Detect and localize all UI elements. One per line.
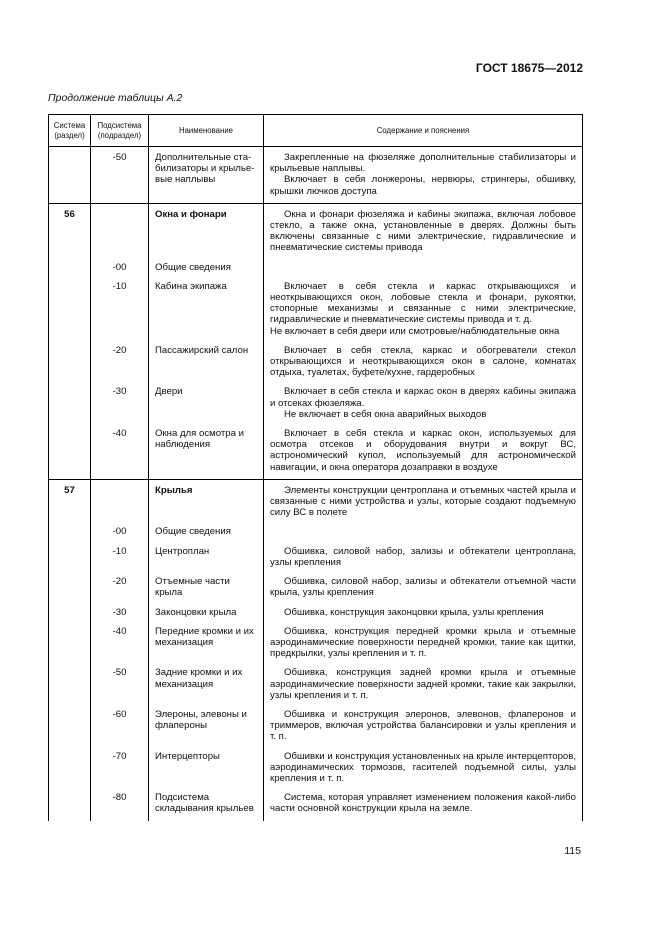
item-name: Задние кромки и их механизация: [149, 665, 264, 707]
item-description: [264, 147, 583, 204]
item-name: Подсистема складывания крыльев: [149, 790, 264, 820]
subsystem-code: -10: [91, 279, 149, 343]
subsystem-code: -40: [91, 624, 149, 666]
item-name: Дополнительные ста-билизаторы и крылье-вые наплывы: [149, 147, 264, 204]
header-content: Содержание и пояснения: [264, 115, 583, 147]
description-paragraph: Включает в себя стекла и каркас открывающихся и неоткрывающихся окон, лобовые стекла и фонари, рукоятки, стопорные механизмы и связанные с ними электрические, гидравлические и пневматические системы привода и т. д.: [270, 280, 576, 326]
item-description: [264, 426, 583, 479]
item-description: [264, 479, 583, 524]
description-paragraph: Закрепленные на фюзеляже дополнительные стабилизаторы и крыльевые наплывы.: [270, 152, 576, 175]
item-description: [264, 279, 583, 343]
subsystem-code: -60: [91, 707, 149, 749]
table-row: [49, 279, 583, 343]
table-row: [49, 605, 583, 624]
subsystem-code: -70: [91, 749, 149, 791]
item-name: Двери: [149, 384, 264, 426]
description-paragraph: Включает в себя лонжероны, нервюры, стрингеры, обшивку, крышки лючков доступа: [270, 174, 576, 197]
description-paragraph: Не включает в себя двери или смотровые/наблюдательные окна: [270, 325, 560, 337]
item-description: [264, 624, 583, 666]
subsystem-code: -50: [91, 665, 149, 707]
system-code: [49, 279, 91, 343]
description-paragraph: Включает в себя стекла и каркас окон, используемых для осмотра отсеков и оборудования внутри и вокруг ВС, астрономический купол, используемый для астрономической навигации, и окна оператора дозаправки в воздухе: [270, 428, 576, 473]
table-row: [49, 426, 583, 479]
subsystem-code: -00: [91, 260, 149, 279]
subsystem-code: -00: [91, 524, 149, 543]
table-row: [49, 479, 583, 524]
item-name: Интерцепторы: [149, 749, 264, 791]
item-description: [264, 707, 583, 749]
item-description: [264, 260, 583, 279]
system-code: [49, 624, 91, 666]
item-description: [264, 665, 583, 707]
item-description: [264, 384, 583, 426]
subsystem-code: -20: [91, 574, 149, 604]
table-row: [49, 707, 583, 749]
item-name: Передние кромки и их механизация: [149, 624, 264, 666]
item-name: Общие сведения: [149, 524, 264, 543]
system-code: [49, 790, 91, 820]
item-name: Центроплан: [149, 544, 264, 574]
subsystem-code: -30: [91, 605, 149, 624]
system-code: 56: [49, 203, 91, 259]
table-row: [49, 544, 583, 574]
description-paragraph: Включает в себя стекла, каркас и обогреватели стекол открывающихся и неоткрывающихся окон в салоне, комнатах отдыха, туалетах, буфете/кухне, гардеробных: [270, 344, 576, 379]
description-paragraph: Включает в себя стекла и каркас окон в дверях кабины экипажа и отсеках фюзеляжа.: [270, 386, 576, 409]
item-description: [264, 524, 583, 543]
description-paragraph: Не включает в себя окна аварийных выходов: [284, 408, 487, 420]
description-paragraph: Обшивка, конструкция передней кромки крыла и отъемные аэродинамические поверхности передней кромки, такие как щитки, предкрылки, узлы крепления и т. п.: [270, 625, 576, 660]
item-name: Кабина экипажа: [149, 279, 264, 343]
description-paragraph: Система, которая управляет изменением положения какой-либо части основной конструкции крыла на земле.: [270, 792, 576, 815]
subsystem-code: -10: [91, 544, 149, 574]
subsystem-code: [91, 479, 149, 524]
item-description: [264, 343, 583, 385]
item-description: [264, 574, 583, 604]
description-paragraph: Элементы конструкции центроплана и отъемных частей крыла и связанные с ними устройства и узлы, которые создают подъемную силу ВС в полете: [270, 484, 576, 519]
header-subsystem: Подсистема (подраздел): [91, 115, 149, 147]
table-row: [49, 343, 583, 385]
table-row: [49, 384, 583, 426]
table-row: [49, 147, 583, 204]
system-code: [49, 343, 91, 385]
item-name: Крылья: [149, 479, 264, 524]
item-name: Пассажирский салон: [149, 343, 264, 385]
table-row: [49, 574, 583, 604]
item-description: [264, 749, 583, 791]
table-row: [49, 260, 583, 279]
item-name: Окна для осмотра и наблюдения: [149, 426, 264, 479]
system-code: [49, 544, 91, 574]
system-code: [49, 524, 91, 543]
table-caption: Продолжение таблицы А.2: [48, 92, 183, 104]
subsystem-code: [91, 203, 149, 259]
item-name: Отъемные части крыла: [149, 574, 264, 604]
system-code: [49, 384, 91, 426]
system-code: [49, 147, 91, 204]
item-description: [264, 605, 583, 624]
table-row: [49, 790, 583, 820]
description-paragraph: Обшивка, силовой набор, зализы и обтекатели отъемной части крыла, узлы крепления: [270, 576, 576, 599]
item-description: [264, 790, 583, 820]
system-code: [49, 665, 91, 707]
subsystem-code: -50: [91, 147, 149, 204]
description-paragraph: Обшивка, конструкция законцовки крыла, узлы крепления: [284, 606, 544, 618]
page-number: 115: [564, 845, 581, 857]
subsystem-code: -40: [91, 426, 149, 479]
table-header-row: [49, 115, 583, 147]
subsystem-code: -20: [91, 343, 149, 385]
description-paragraph: Окна и фонари фюзеляжа и кабины экипажа, включая лобовое стекло, а также окна, установленные в дверях. Должны быть включены связанные с ними электрические, гидравлические и пневматические системы привода: [270, 208, 576, 254]
table-row: [49, 524, 583, 543]
system-code: [49, 605, 91, 624]
table-row: [49, 665, 583, 707]
description-paragraph: Обшивка, конструкция задней кромки крыла и отъемные аэродинамические поверхности задней кромки, такие как закрылки, узлы крепления и т. п.: [270, 667, 576, 701]
description-paragraph: Обшивки и конструкция установленных на крыле интерцепторов, аэродинамических тормозов, гасителей подъемной силы, узлы крепления и т. п.: [270, 750, 576, 784]
subsystem-code: -80: [91, 790, 149, 820]
system-code: 57: [49, 479, 91, 524]
item-name: Законцовки крыла: [149, 605, 264, 624]
item-name: Окна и фонари: [149, 203, 264, 259]
system-code: [49, 426, 91, 479]
description-paragraph: Обшивка, силовой набор, зализы и обтекатели центроплана, узлы крепления: [270, 545, 576, 568]
item-name: Общие сведения: [149, 260, 264, 279]
item-description: [264, 203, 583, 259]
classification-table: [48, 114, 583, 821]
table-row: [49, 624, 583, 666]
item-name: Элероны, элевоны и флапероны: [149, 707, 264, 749]
table-row: [49, 203, 583, 259]
header-system: Система (раздел): [49, 115, 91, 147]
system-code: [49, 707, 91, 749]
description-paragraph: Обшивка и конструкция элеронов, элевонов, флаперонов и триммеров, включая устройства балансировки и узлы крепления и т. п.: [270, 708, 576, 743]
header-name: Наименование: [149, 115, 264, 147]
system-code: [49, 749, 91, 791]
table-row: [49, 749, 583, 791]
item-description: [264, 544, 583, 574]
system-code: [49, 574, 91, 604]
subsystem-code: -30: [91, 384, 149, 426]
system-code: [49, 260, 91, 279]
document-code: ГОСТ 18675—2012: [475, 61, 583, 75]
